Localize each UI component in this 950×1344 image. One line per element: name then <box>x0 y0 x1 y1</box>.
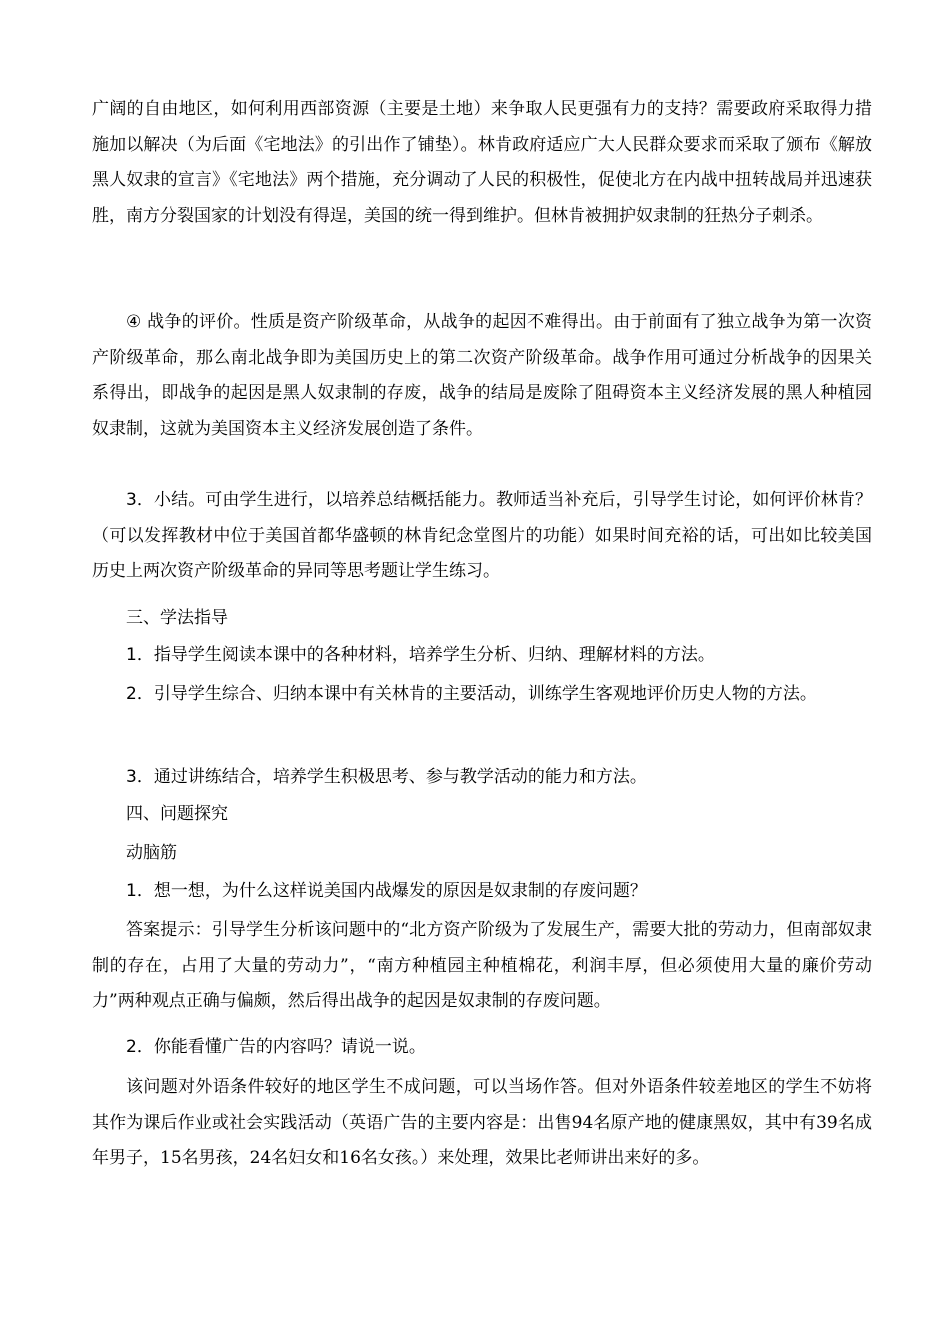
answer-hint: 答案提示：引导学生分析该问题中的“北方资产阶级为了发展生产，需要大批的劳动力，但南部奴隶制的存在，占用了大量的劳动力”，“南方种植园主种植棉花，利润丰厚，但必须使用大量的廉价劳动力”两种观点正确与偏颇，然后得出战争的起因是奴隶制的存废问题。 <box>92 920 872 1012</box>
question-1: 1．想一想，为什么这样说美国内战爆发的原因是奴隶制的存废问题？ <box>126 881 647 901</box>
study-method-item-3: 3．通过讲练结合，培养学生积极思考、参与教学活动的能力和方法。 <box>126 767 647 787</box>
study-method-item-2: 2．引导学生综合、归纳本课中有关林肯的主要活动，训练学生客观地评价历史人物的方法。 <box>126 684 817 704</box>
study-method-item-1: 1．指导学生阅读本课中的各种材料，培养学生分析、归纳、理解材料的方法。 <box>126 645 715 665</box>
section-heading-study-methods: 三、学法指导 <box>126 608 228 628</box>
paragraph-summary: 3．小结。可由学生进行，以培养总结概括能力。教师适当补充后，引导学生讨论，如何评价林肯？（可以发挥教材中位于美国首都华盛顿的林肯纪念堂图片的功能）如果时间充裕的话，可出如比较美国历史上两次资产阶级革命的异同等思考题让学生练习。 <box>92 490 872 582</box>
paragraph-war-evaluation: ④ 战争的评价。性质是资产阶级革命，从战争的起因不难得出。由于前面有了独立战争为第一次资产阶级革命，那么南北战争即为美国历史上的第二次资产阶级革命。战争作用可通过分析战争的因果关系得出，即战争的起因是黑人奴隶制的存废，战争的结局是废除了阻碍资本主义经济发展的黑人种植园奴隶制，这就为美国资本主义经济发展创造了条件。 <box>92 312 872 439</box>
subheading-brainstorm: 动脑筋 <box>126 843 177 863</box>
paragraph-advertisement-discussion: 该问题对外语条件较好的地区学生不成问题，可以当场作答。但对外语条件较差地区的学生不妨将其作为课后作业或社会实践活动（英语广告的主要内容是：出售94名原产地的健康黑奴，其中有39名成年男子，15名男孩，24名妇女和16名女孩。）来处理，效果比老师讲出来好的多。 <box>92 1077 872 1169</box>
section-heading-inquiry: 四、问题探究 <box>126 804 228 824</box>
question-2: 2．你能看懂广告的内容吗？请说一说。 <box>126 1037 426 1057</box>
paragraph-land-and-homestead: 广阔的自由地区，如何利用西部资源（主要是土地）来争取人民更强有力的支持？需要政府采取得力措施加以解决（为后面《宅地法》的引出作了铺垫）。林肯政府适应广大人民群众要求而采取了颁布《解放黑人奴隶的宣言》《宅地法》两个措施，充分调动了人民的积极性，促使北方在内战中扭转战局并迅速获胜，南方分裂国家的计划没有得逞，美国的统一得到维护。但林肯被拥护奴隶制的狂热分子刺杀。 <box>92 99 872 226</box>
